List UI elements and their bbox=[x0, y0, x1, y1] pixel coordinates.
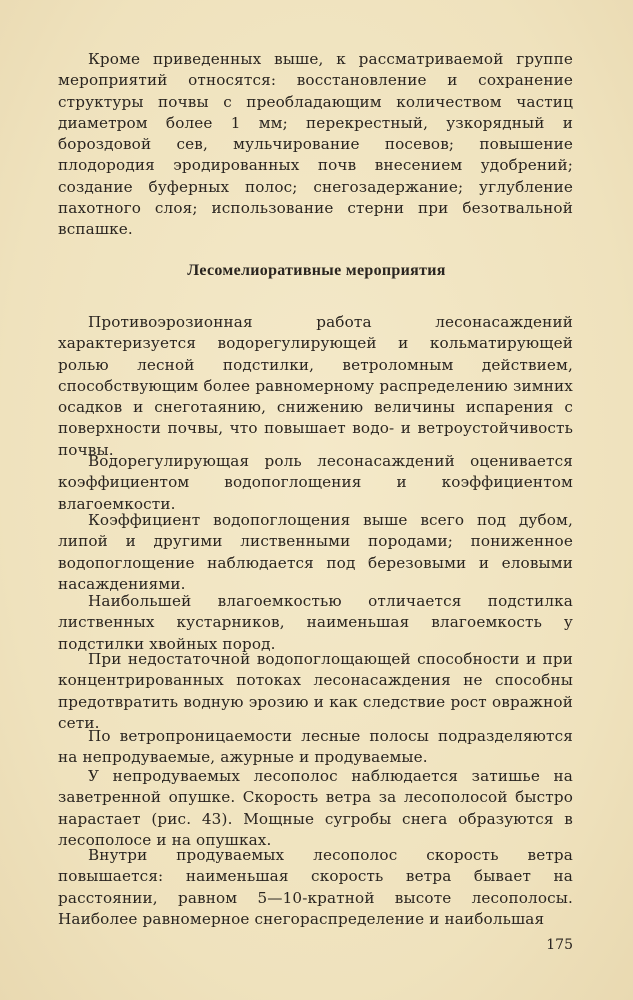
paragraph-wind-permeability: По ветропроницаемости лесные полосы подразделяются на непродуваемые, ажурные и продуваемые. bbox=[58, 727, 573, 767]
paragraph-absorption-coefficient: Коэффициент водопоглощения выше всего под дубом, липой и другими лиственными породами; пониженное водопоглощение наблюдается под березовыми и еловыми насаждениями. bbox=[58, 511, 573, 593]
page-number: 175 bbox=[546, 937, 573, 953]
paragraph-moisture-capacity: Наибольшей влагоемкостью отличается подстилка лиственных кустарников, наименьшая влагоемкость у подстилки хвойных пород. bbox=[58, 592, 573, 653]
paragraph-nonblown-belts: У непродуваемых лесополос наблюдается затишье на заветренной опушке. Скорость ветра за лесополосой быстро нарастает (рис. 43). Мощные сугробы снега образуются в лесополосе и на опушках. bbox=[58, 767, 573, 849]
paragraph-soil-measures: Кроме приведенных выше, к рассматриваемой группе мероприятий относятся: восстановление и сохранение структуры почвы с преобладающим количеством частиц диаметром более 1 мм; перекрестный, узкорядный и бороздовой сев, мульчирование посевов; повышение плодородия эродированных почв внесением удобрений; создание буферных полос; снегозадержание; углубление пахотного слоя; использование стерни при безотвальной вспашке. bbox=[58, 50, 573, 239]
section-heading: Лесомелиоративные мероприятия bbox=[187, 262, 446, 279]
paragraph-insufficient-absorption: При недостаточной водопоглощающей способности и при концентрированных потоках лесонасаждения не способны предотвратить водную эрозию и как следствие рост овражной сети. bbox=[58, 650, 573, 732]
paragraph-forest-role: Противоэрозионная работа лесонасаждений характеризуется водорегулирующей и кольматирующей ролью лесной подстилки, ветроломным действием, способствующим более равномерному распределению зимних осадков и снеготаянию, снижению величины испарения с поверхности почвы, что повышает водо- и ветроустойчивость почвы. bbox=[58, 313, 573, 459]
paragraph-water-regulation: Водорегулирующая роль лесонасаждений оценивается коэффициентом водопоглощения и коэффициентом влагоемкости. bbox=[58, 452, 573, 513]
paragraph-blown-belts: Внутри продуваемых лесополос скорость ветра повышается: наименьшая скорость ветра бывает на расстоянии, равном 5—10-кратной высоте лесополосы. Наиболее равномерное снегораспределение и наибольшая bbox=[58, 846, 573, 928]
